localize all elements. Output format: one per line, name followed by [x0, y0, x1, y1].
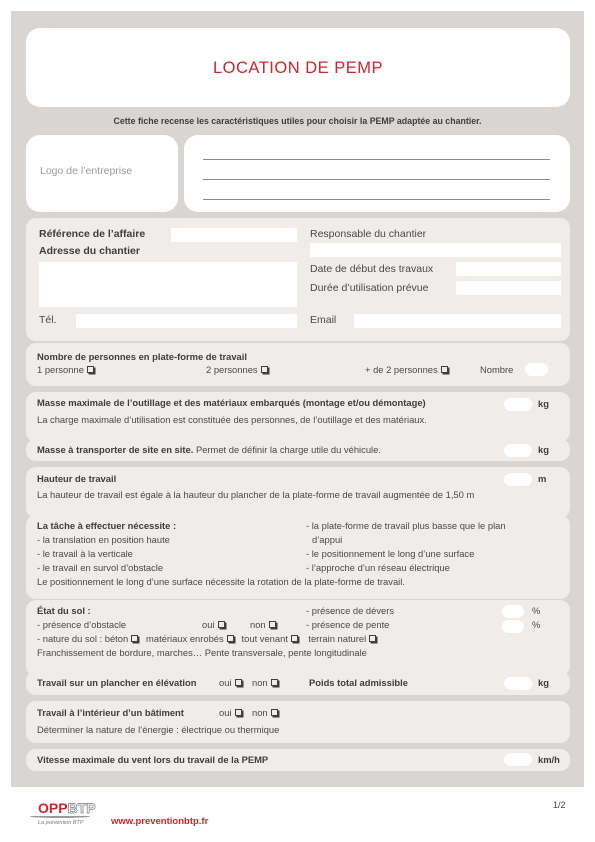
page-title: LOCATION DE PEMP	[213, 59, 383, 77]
tel-label: Tél.	[39, 314, 57, 326]
page-number: 1/2	[553, 800, 566, 810]
wind-unit: km/h	[538, 754, 560, 765]
height-section	[26, 467, 570, 518]
non-label: non	[250, 619, 266, 630]
responsable-field[interactable]	[310, 243, 561, 257]
checkbox[interactable]	[271, 679, 278, 686]
oui-label: oui	[202, 619, 215, 630]
persons-option-1-label: 1 personne	[37, 364, 84, 375]
height-unit: m	[538, 473, 547, 484]
persons-option-2-label: 2 personnes	[206, 364, 258, 375]
email-label: Email	[310, 314, 337, 326]
pente-field[interactable]	[502, 620, 524, 633]
ground-section	[26, 600, 570, 676]
logo-swoosh	[30, 815, 90, 818]
weight-field[interactable]	[504, 677, 532, 690]
nature-option-label: matériaux enrobés	[146, 633, 224, 644]
wind-title: Vitesse maximale du vent lors du travail de la PEMP	[37, 754, 269, 765]
elevation-oui[interactable]	[219, 677, 242, 689]
task-note: Le positionnement le long d’une surface nécessite la rotation de la plate-forme de travail.	[37, 576, 405, 587]
reference-field[interactable]	[171, 228, 297, 242]
checkbox[interactable]	[131, 635, 138, 642]
indoor-title: Travail à l’intérieur d’un bâtiment	[37, 707, 184, 718]
transport-field[interactable]	[504, 444, 532, 457]
task-option: - la plate-forme de travail plus basse que le plan	[306, 520, 506, 531]
nature-option-label: tout venant	[241, 633, 288, 644]
transport-section	[26, 439, 570, 461]
footer-url[interactable]: www.preventionbtp.fr	[111, 816, 209, 827]
checkbox[interactable]	[235, 709, 242, 716]
intro-text: Cette fiche recense les caractéristiques utiles pour choisir la PEMP adaptée au chantier.	[113, 116, 482, 126]
indoor-non[interactable]	[252, 707, 278, 719]
company-line-3[interactable]	[203, 199, 550, 200]
indoor-section	[26, 701, 570, 743]
persons-count-field[interactable]	[525, 363, 548, 376]
non-label: non	[252, 677, 268, 688]
weight-unit: kg	[538, 677, 549, 688]
persons-option-2[interactable]	[206, 364, 268, 376]
persons-option-1[interactable]	[37, 364, 94, 376]
duration-field[interactable]	[456, 281, 561, 295]
indoor-description: Déterminer la nature de l’énergie : électrique ou thermique	[37, 724, 280, 735]
checkbox[interactable]	[87, 366, 94, 373]
checkbox[interactable]	[271, 709, 278, 716]
oui-label: oui	[219, 677, 232, 688]
height-description: La hauteur de travail est égale à la hauteur du plancher de la plate-forme de travail augmentée de 1,50 m	[37, 489, 475, 500]
persons-section	[26, 343, 570, 386]
devers-field[interactable]	[502, 605, 524, 618]
persons-title: Nombre de personnes en plate-forme de travail	[37, 351, 247, 362]
address-field[interactable]	[39, 262, 297, 307]
task-option: - le travail en survol d’obstacle	[37, 562, 164, 573]
pente-label: - présence de pente	[306, 619, 390, 630]
weight-label: Poids total admissible	[309, 677, 408, 688]
nature-label: - nature du sol :	[37, 633, 103, 644]
indoor-oui[interactable]	[219, 707, 242, 719]
height-title: Hauteur de travail	[37, 473, 117, 484]
task-section	[26, 515, 570, 599]
start-date-field[interactable]	[456, 262, 561, 276]
transport-text	[37, 444, 381, 456]
devers-unit: %	[532, 605, 541, 616]
logo-tagline: La prévention BTP	[38, 820, 84, 826]
reference-label: Référence de l’affaire	[39, 228, 146, 240]
title-box	[26, 28, 570, 107]
logo-box[interactable]	[26, 135, 178, 212]
task-option-continued: d’appui	[312, 534, 343, 545]
tel-field[interactable]	[76, 314, 297, 328]
responsable-label: Responsable du chantier	[310, 228, 427, 240]
obstacle-oui[interactable]	[202, 619, 225, 631]
mass-unit: kg	[538, 398, 549, 409]
email-field[interactable]	[354, 314, 561, 328]
company-line-2[interactable]	[203, 179, 550, 180]
logo-opp: OPP	[38, 800, 68, 816]
persons-count-label: Nombre	[480, 364, 514, 375]
task-option: - le positionnement le long d’une surface	[306, 548, 475, 559]
task-option: - le travail à la verticale	[37, 548, 133, 559]
checkbox[interactable]	[369, 635, 376, 642]
checkbox[interactable]	[261, 366, 268, 373]
nature-row	[37, 633, 376, 645]
wind-section	[26, 749, 570, 771]
address-label: Adresse du chantier	[39, 245, 140, 257]
logo-btp: BTP	[67, 800, 96, 816]
persons-option-3-label: + de 2 personnes	[365, 364, 438, 375]
checkbox[interactable]	[441, 366, 448, 373]
company-info-box	[184, 135, 570, 212]
start-date-label: Date de début des travaux	[310, 263, 434, 275]
obstacle-label: - présence d’obstacle	[37, 619, 127, 630]
project-section	[26, 218, 570, 341]
logo-placeholder-label: Logo de l’entreprise	[40, 165, 133, 177]
form-frame	[11, 11, 584, 787]
checkbox[interactable]	[218, 621, 225, 628]
oui-label: oui	[219, 707, 232, 718]
checkbox[interactable]	[235, 679, 242, 686]
elevation-non[interactable]	[252, 677, 278, 689]
task-title: La tâche à effectuer nécessite :	[37, 520, 177, 531]
transport-title: Masse à transporter de site en site.	[37, 444, 194, 455]
mass-description: La charge maximale d’utilisation est constituée des personnes, de l’outillage et des matériaux.	[37, 414, 427, 425]
devers-label: - présence de dévers	[306, 605, 395, 616]
ground-note: Franchissement de bordure, marches… Pente transversale, pente longitudinale	[37, 647, 367, 658]
transport-description: Permet de définir la charge utile du véhicule.	[195, 444, 381, 455]
wind-field[interactable]	[504, 753, 532, 766]
task-option: - la translation en position haute	[37, 534, 170, 545]
elevation-title: Travail sur un plancher en élévation	[37, 677, 197, 688]
checkbox[interactable]	[291, 635, 298, 642]
height-field[interactable]	[504, 473, 532, 486]
obstacle-non[interactable]	[250, 619, 276, 631]
non-label: non	[252, 707, 268, 718]
nature-option-label: terrain naturel	[308, 633, 367, 644]
persons-option-3[interactable]	[365, 364, 448, 376]
checkbox[interactable]	[269, 621, 276, 628]
mass-field[interactable]	[504, 398, 532, 411]
company-line-1[interactable]	[203, 159, 550, 160]
checkbox[interactable]	[227, 635, 234, 642]
duration-label: Durée d’utilisation prévue	[310, 282, 429, 294]
mass-title: Masse maximale de l’outillage et des matériaux embarqués (montage et/ou démontage)	[37, 397, 426, 408]
task-option: - l’approche d’un réseau électrique	[306, 562, 450, 573]
mass-section	[26, 392, 570, 442]
nature-option-label: béton	[104, 633, 129, 644]
pente-unit: %	[532, 619, 541, 630]
transport-unit: kg	[538, 444, 549, 455]
ground-title: État du sol :	[37, 605, 91, 616]
oppbtp-logo	[38, 801, 96, 827]
elevation-section	[26, 671, 570, 695]
